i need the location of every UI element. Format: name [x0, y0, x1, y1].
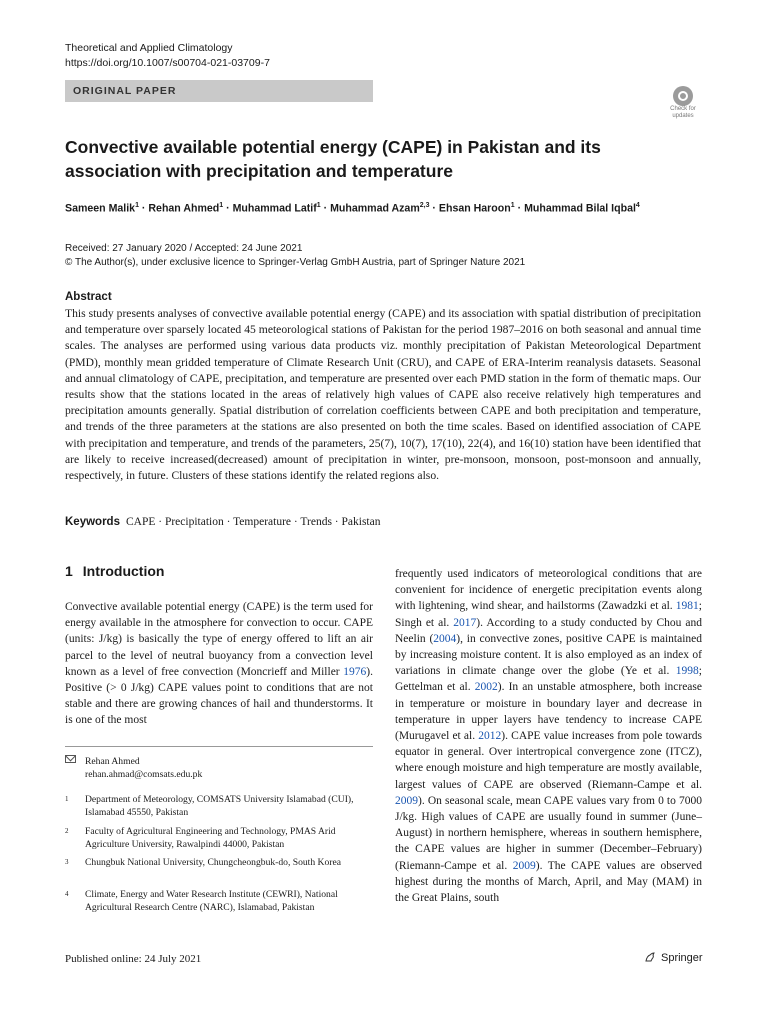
keywords-text: CAPE · Precipitation · Temperature · Trends · Pakistan [125, 516, 381, 528]
body-text: frequently used indicators of meteorological conditions that are convenient for incidence of energetic precipitation events along with lightening, wind shear, and hailstorms (Zawadzki et al. [395, 568, 702, 613]
affiliation-number: 2 [65, 827, 69, 835]
check-for-updates-badge[interactable] [664, 86, 702, 124]
publisher-name: Springer [661, 952, 703, 964]
body-text: ; Singh et al. [395, 600, 702, 629]
author-name[interactable]: Sameen Malik [65, 202, 136, 215]
citation-link[interactable]: 2002 [474, 681, 498, 694]
citation-link[interactable]: 2017 [453, 616, 477, 629]
body-text: ; Gettelman et al. [395, 665, 702, 694]
section-heading [65, 563, 174, 579]
intro-paragraph-right [395, 566, 702, 906]
body-text: ). In an unstable atmosphere, both increase in temperature or moisture in boundary layer and decrease in temperature in upper layers have tendency to increase CAPE (Murugavel et al. [395, 681, 702, 743]
check-updates-line1: Check for [670, 106, 696, 112]
citation-link[interactable]: 1976 [343, 665, 367, 678]
body-text: ). On seasonal scale, mean CAPE values vary from 0 to 7000 J/kg. High values of CAPE are usually found in summer (June–August) in northern hemisphere, whereas in southern hemisphere, the CAPE values are higher in summer (December–February) (Riemann-Campe et al. [395, 794, 702, 872]
citation-link[interactable]: 1998 [675, 665, 699, 678]
affiliation-text: Chungbuk National University, Chungcheongbuk-do, South Korea [85, 857, 341, 868]
body-text: Convective available potential energy (CAPE) is the term used for energy available in the atmosphere for convection to occur. CAPE (units: J/kg) is basically the type of energy offered to lift an air parcel to the level of neutral buoyancy from a convection level known as a level of free convection (Moncrieff and Miller [65, 601, 373, 678]
author-affiliation: 1 [135, 202, 139, 209]
body-text: ). The CAPE values are observed highest during the months of March, April, and May (MAM) in the Great Plains, south [395, 859, 702, 905]
author-affiliation: 4 [635, 202, 640, 209]
intro-paragraph-left [65, 599, 373, 729]
body-text: ), in convective zones, positive CAPE is maintained by increasing moisture content. It is also employed as an index of variations in climate change over the globe (Ye et al. [395, 632, 703, 678]
body-text: ). According to a study conducted by Chou and Neelin ( [395, 616, 702, 645]
corresponding-author-name: Rehan Ahmed [85, 756, 140, 767]
footnote-divider [65, 746, 373, 747]
affiliation-number: 1 [65, 795, 69, 803]
author-affiliation: 2,3 [419, 202, 430, 209]
section-number: 1 [65, 563, 73, 579]
author-affiliation: 1 [316, 202, 321, 209]
check-updates-line2: updates [672, 113, 694, 119]
dates-block [65, 242, 525, 270]
keywords-line [65, 516, 380, 528]
affiliation-text: Department of Meteorology, COMSATS University Islamabad (CUI), Islamabad 45550, Pakistan [85, 794, 354, 818]
paper-title: Convective available potential energy (CAPE) in Pakistan and its association with precipitation and temperature [65, 137, 601, 181]
author-affiliation: 1 [219, 202, 224, 209]
published-date: Published online: 24 July 2021 [65, 953, 202, 965]
author-name[interactable]: Muhammad Bilal Iqbal [524, 202, 636, 215]
check-updates-icon [673, 86, 693, 106]
body-text: ). CAPE value increases from pole towards equator in general. Over intertropical convergence zone (ITCZ), where enough moisture and high temperature are mostly available, largest values of CAPE are observed (Riemann-Campe et al. [395, 730, 703, 791]
keywords-label: Keywords [65, 516, 120, 528]
citation-link[interactable]: 2012 [478, 730, 502, 743]
author-name[interactable]: Muhammad Azam [330, 202, 420, 215]
article-type-badge: ORIGINAL PAPER [65, 80, 373, 102]
author-name[interactable]: Muhammad Latif [232, 202, 317, 215]
citation-link[interactable]: 2004 [433, 632, 457, 645]
doi-link[interactable]: https://doi.org/10.1007/s00704-021-03709-7 [65, 57, 270, 69]
publisher-mark [644, 951, 703, 964]
abstract-heading: Abstract [65, 291, 112, 303]
affiliation-text: Climate, Energy and Water Research Institute (CEWRI), National Agricultural Research Centre (NARC), Islamabad, Pakistan [85, 889, 338, 913]
journal-name: Theoretical and Applied Climatology [65, 42, 233, 54]
body-text: ). Positive (> 0 J/kg) CAPE values point to conditions that are not stable and there are growing chances of hail and thunderstorms. It is one of the most [65, 665, 373, 727]
abstract-text: This study presents analyses of convective available potential energy (CAPE) and its association with spatial distribution of precipitation and temperature over sparsely located 45 meteorological stations of Pakistan for the period 1987–2016 on both seasonal and annual time scales. The analyses are performed using various data products viz. monthly precipitation of Pakistan Meteorological Department (PMD), monthly mean gridded temperature of Climate Research Unit (CRU), and CAPE of ERA-Interim reanalysis datasets. Seasonal and annual climatology of CAPE, precipitation, and temperature are presented over each PMD station in the form of thematic maps. Our results show that the stations located in the areas of relatively high values of CAPE also receive relatively high temperatures and precipitation amounts generally. Spatial distribution of correlation coefficients between CAPE and both precipitation and temperature, and trends of the three parameters at the stations are also presented on both the time scales. Based on identified association of CAPE with precipitation and temperature, and trends of the parameters, 25(7), 10(7), 17(10), 22(4), and 16(10) station have been identified that are likely to receive increased(decreased) amount of precipitation in winter, pre-monsoon, monsoon, post-monsoon and annually, respectively, in future. Clusters of these stations identify the related regions also. [65, 307, 701, 483]
citation-link[interactable]: 2009 [512, 859, 536, 872]
author-list: Sameen Malik$^1$ · Rehan Ahmed$^1$ · Muhammad Latif$^1$ · Muhammad Azam$^{2,3}$ · Ehsan Haroon$^1$ · Muhammad Bilal Iqbal$^4$ [65, 202, 640, 215]
citation-link[interactable]: 2009 [395, 794, 418, 807]
received-accepted-dates: Received: 27 January 2020 / Accepted: 24 June 2021 [65, 243, 303, 254]
author-name[interactable]: Rehan Ahmed [148, 202, 220, 215]
author-affiliation: 1 [510, 202, 515, 209]
corresponding-author-email[interactable]: rehan.ahmad@comsats.edu.pk [85, 769, 203, 780]
citation-link[interactable]: 1981 [675, 600, 699, 613]
author-name[interactable]: Ehsan Haroon [438, 202, 511, 215]
springer-horse-icon [644, 951, 656, 963]
affiliation-number: 3 [65, 858, 69, 866]
journal-header [65, 41, 270, 71]
mail-icon [65, 755, 76, 763]
section-title: Introduction [82, 563, 165, 579]
affiliation-number: 4 [65, 890, 69, 898]
copyright-line: © The Author(s), under exclusive licence to Springer-Verlag GmbH Austria, part of Springer Nature 2021 [65, 257, 526, 268]
affiliation-text: Faculty of Agricultural Engineering and Technology, PMAS Arid Agriculture University, Rawalpindi 44000, Pakistan [85, 826, 336, 850]
